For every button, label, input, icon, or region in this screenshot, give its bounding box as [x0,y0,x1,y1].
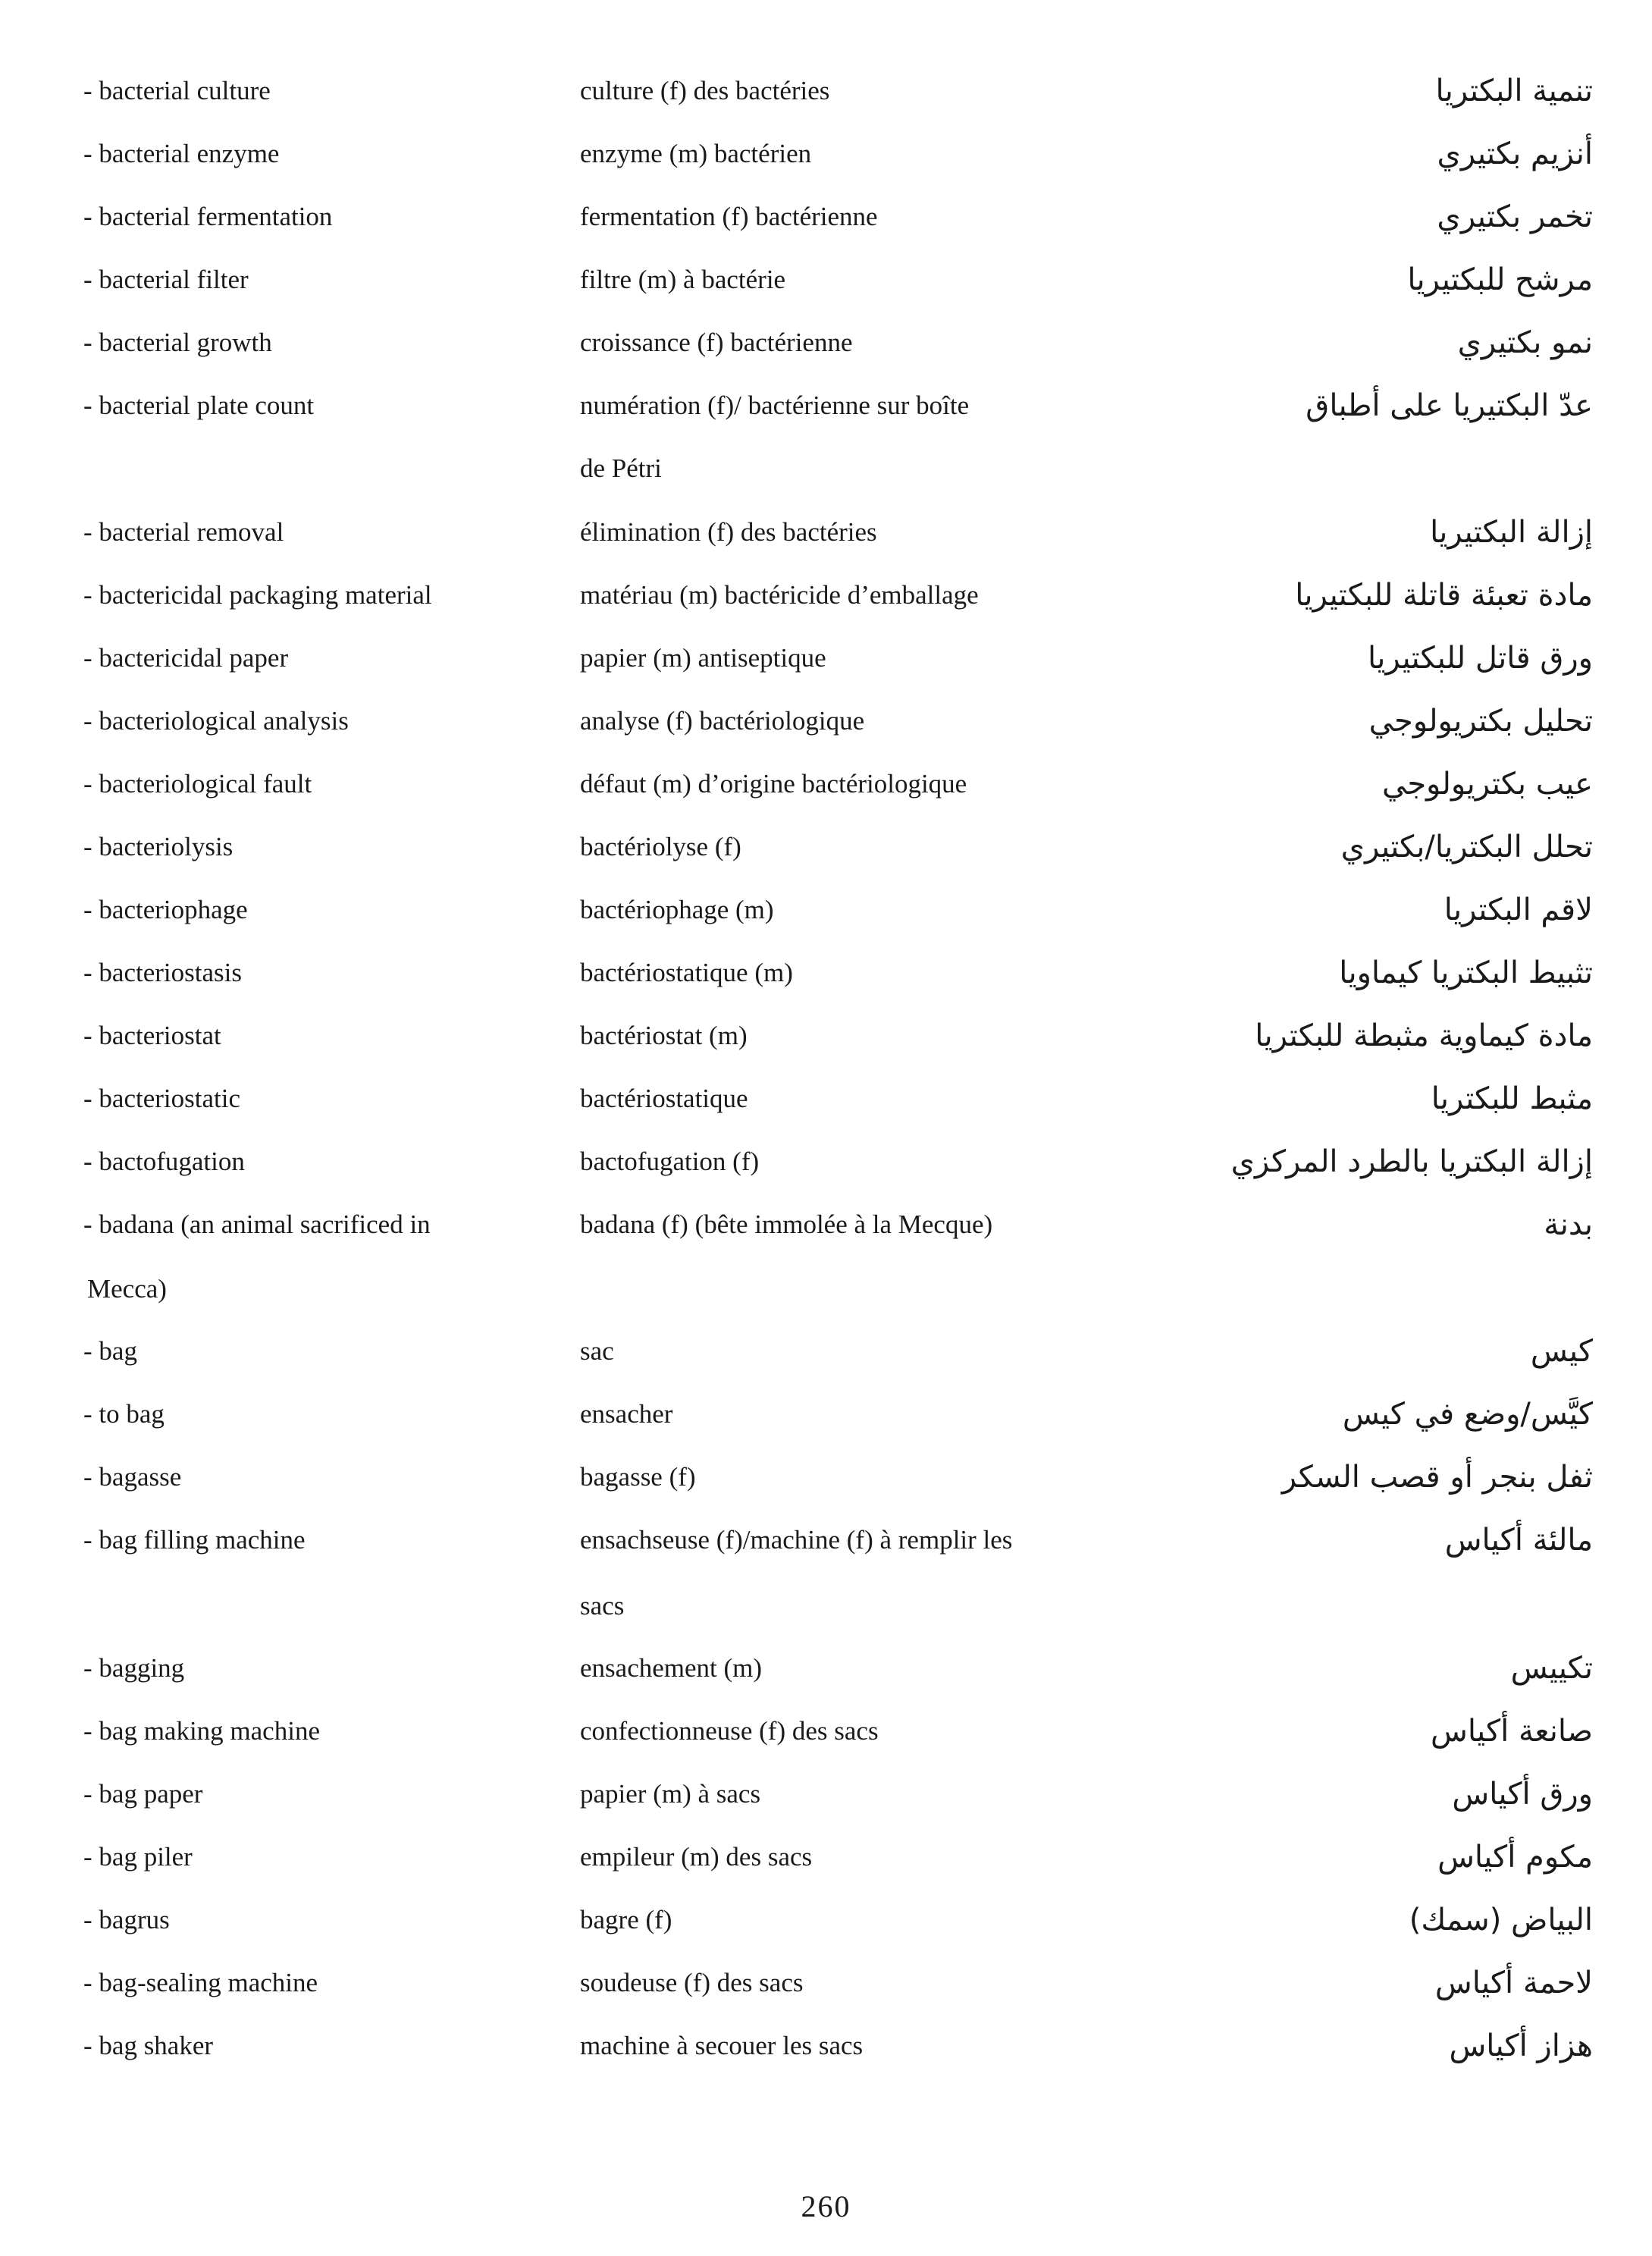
arabic-term: إزالة البكتريا بالطرد المركزي [1230,1144,1593,1179]
arabic-term: إزالة البكتيريا [1430,515,1593,550]
french-term: matériau (m) bactéricide d’emballage [580,580,979,610]
french-term: papier (m) à sacs [580,1779,761,1809]
arabic-term: عيب بكتريولوجي [1381,767,1593,802]
english-term: - bacterial plate count [83,391,315,420]
english-term: - bacterial culture [83,76,271,105]
french-term: badana (f) (bête immolée à la Mecque) [580,1210,993,1239]
french-term-continuation: de Pétri [580,453,662,483]
arabic-term: ورق أكياس [1452,1777,1593,1812]
entry-row [0,1202,1652,1247]
arabic-term: لاقم البكتريا [1444,893,1593,927]
english-term: - bacterial filter [83,265,249,294]
arabic-term: مادة كيماوية مثبطة للبكتريا [1255,1018,1593,1053]
french-term: ensachement (m) [580,1653,763,1683]
entry-row [0,887,1652,933]
french-term: papier (m) antiseptique [580,643,826,673]
english-term: - bag filling machine [83,1525,306,1555]
english-term: - bag making machine [83,1716,320,1746]
english-term: - to bag [83,1399,165,1429]
arabic-term: البياض (سمك) [1409,1903,1593,1938]
arabic-term: مكوم أكياس [1437,1840,1593,1875]
arabic-term: تخمر بكتيري [1437,199,1593,234]
french-term: enzyme (m) bactérien [580,139,812,168]
english-term: - bacteriological analysis [83,706,349,736]
entry-row [0,698,1652,744]
english-term: - bactericidal paper [83,643,289,673]
entry-row [0,257,1652,303]
entry-row [0,68,1652,114]
arabic-term: بدنة [1544,1207,1593,1242]
french-term: culture (f) des bactéries [580,76,830,105]
arabic-term: أنزيم بكتيري [1437,136,1593,171]
entry-row [0,1771,1652,1817]
french-term: bactériophage (m) [580,895,774,924]
arabic-term: مادة تعبئة قاتلة للبكتيريا [1295,578,1593,613]
english-term: - bacterial fermentation [83,202,333,231]
entry-row [0,1329,1652,1374]
entry-row [0,1392,1652,1437]
english-term: - bacteriostatic [83,1084,240,1113]
arabic-term: كيس [1530,1334,1593,1369]
english-term: - bacteriolysis [83,832,234,861]
english-term: - bacteriostat [83,1021,221,1050]
french-term: sac [580,1336,614,1366]
arabic-term: هزاز أكياس [1449,2029,1593,2063]
page-number: 260 [801,2189,851,2223]
french-term-continuation: sacs [580,1591,625,1621]
french-term: bagre (f) [580,1905,672,1934]
french-term: élimination (f) des bactéries [580,517,877,547]
french-term: analyse (f) bactériologique [580,706,865,736]
arabic-term: لاحمة أكياس [1434,1966,1593,2000]
arabic-term: مرشح للبكتيريا [1407,262,1593,297]
french-term: bactériostat (m) [580,1021,748,1050]
english-term: - bagging [83,1653,185,1683]
french-term: numération (f)/ bactérienne sur boîte [580,391,970,420]
english-term: - bacteriophage [83,895,248,924]
arabic-term: كيَّس/وضع في كيس [1342,1397,1593,1432]
arabic-term: مالئة أكياس [1444,1523,1593,1558]
entry-row [0,1960,1652,2006]
arabic-term: تحليل بكتريولوجي [1368,704,1593,739]
french-term: défaut (m) d’origine bactériologique [580,769,967,799]
french-term: bactériostatique (m) [580,958,793,987]
french-term: empileur (m) des sacs [580,1842,813,1872]
entry-row [0,320,1652,366]
english-term-continuation: Mecca) [87,1274,167,1304]
arabic-term: تكييس [1510,1651,1593,1686]
entry-row [0,1454,1652,1500]
entry-row [0,2023,1652,2069]
french-term: confectionneuse (f) des sacs [580,1716,879,1746]
french-term: bactériolyse (f) [580,832,741,861]
english-term: - bacteriostasis [83,958,242,987]
entry-row [0,383,1652,428]
entry-row [0,1139,1652,1184]
english-term: - bag piler [83,1842,193,1872]
arabic-term: صانعة أكياس [1431,1714,1593,1749]
arabic-term: عدّ البكتيريا على أطباق [1306,388,1593,423]
entry-row [0,761,1652,807]
entry-row [0,1897,1652,1943]
french-term: croissance (f) bactérienne [580,328,853,357]
entry-row [0,194,1652,240]
english-term: - bagasse [83,1462,182,1492]
arabic-term: تثبيط البكتريا كيماويا [1339,955,1593,990]
arabic-term: تنمية البكتريا [1435,74,1593,108]
french-term: bactofugation (f) [580,1147,760,1176]
french-term: fermentation (f) bactérienne [580,202,878,231]
entry-row [0,1013,1652,1059]
entry-row [0,573,1652,618]
entry-row [0,950,1652,996]
english-term: - badana (an animal sacrificed in [83,1210,431,1239]
english-term: - bag-sealing machine [83,1968,318,1997]
english-term: - bacterial enzyme [83,139,280,168]
arabic-term: ورق قاتل للبكتيريا [1368,641,1593,676]
entry-row [0,131,1652,177]
entry-row [0,1517,1652,1563]
entry-row [0,824,1652,870]
french-term: ensachseuse (f)/machine (f) à remplir les [580,1525,1013,1555]
entry-row [0,1646,1652,1691]
arabic-term: مثبط للبكتريا [1431,1081,1593,1116]
english-term: - bacterial growth [83,328,272,357]
entry-row [0,510,1652,555]
french-term: soudeuse (f) des sacs [580,1968,804,1997]
english-term: - bactofugation [83,1147,245,1176]
entry-row [0,1076,1652,1122]
english-term: - bag paper [83,1779,203,1809]
english-term: - bactericidal packaging material [83,580,432,610]
french-term: bagasse (f) [580,1462,696,1492]
arabic-term: نمو بكتيري [1457,325,1593,360]
arabic-term: ثفل بنجر أو قصب السكر [1281,1460,1593,1495]
french-term: machine à secouer les sacs [580,2031,864,2060]
arabic-term: تحلل البكتريا/بكتيري [1340,830,1593,864]
entry-row [0,635,1652,681]
english-term: - bag [83,1336,137,1366]
french-term: ensacher [580,1399,673,1429]
french-term: bactériostatique [580,1084,748,1113]
entry-row [0,1834,1652,1880]
entry-row [0,1708,1652,1754]
english-term: - bacterial removal [83,517,284,547]
english-term: - bag shaker [83,2031,214,2060]
english-term: - bagrus [83,1905,170,1934]
french-term: filtre (m) à bactérie [580,265,786,294]
english-term: - bacteriological fault [83,769,312,799]
